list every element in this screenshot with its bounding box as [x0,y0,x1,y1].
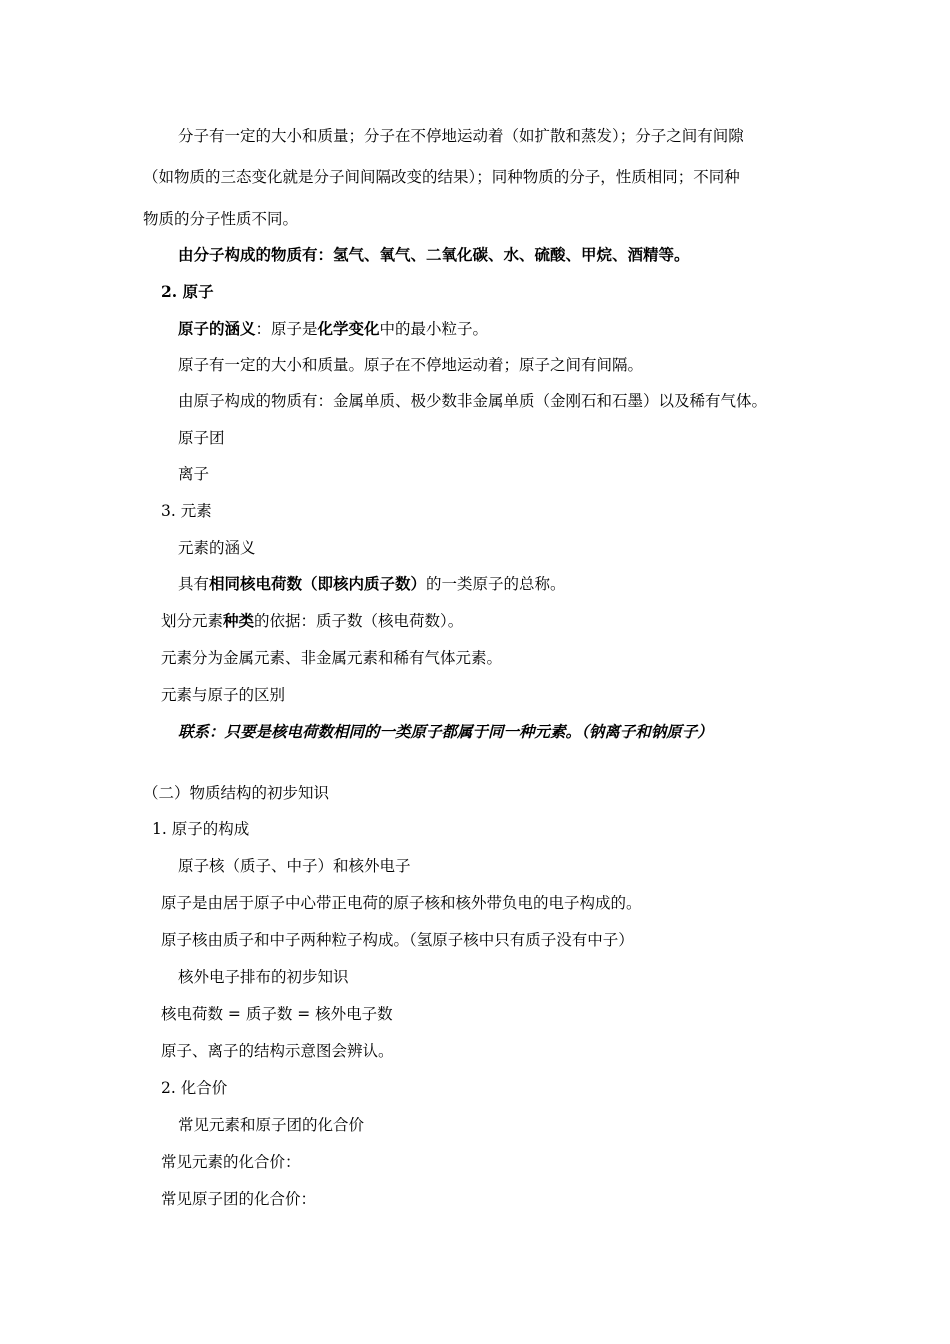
paragraph-line [161,1189,316,1209]
text-run: 原子有一定的大小和质量。原子在不停地运动着；原子之间有间隔。 [178,356,644,374]
text-run: 2. 化合价 [161,1079,228,1097]
paragraph-line [161,1041,394,1061]
section-heading [161,501,212,521]
paragraph-line [178,574,566,594]
paragraph-line [161,930,634,950]
paragraph-line [143,209,298,229]
text-run: 的依据：质子数（核电荷数）。 [254,612,464,630]
paragraph-line [178,538,256,558]
paragraph-line [178,464,209,484]
text-run: （如物质的三态变化就是分子间间隔改变的结果）；同种物质的分子，性质相同；不同种 [143,168,740,186]
paragraph-line [161,685,285,705]
paragraph-line [178,319,488,339]
paragraph-line [161,893,642,913]
paragraph-line [178,126,744,146]
text-run: 由分子构成的物质有：氢气、氧气、二氧化碳、水、硫酸、甲烷、酒精等。 [178,245,690,264]
text-run: 元素与原子的区别 [161,686,286,704]
text-run: 2. 原子 [161,282,214,301]
text-run: 划分元素 [161,612,224,630]
text-run: 核电荷数 = 质子数 = 核外电子数 [161,1005,393,1023]
text-run: ：原子是 [255,320,318,338]
text-run: 常见元素的化合价： [161,1153,301,1171]
text-run: 3. 元素 [161,502,212,520]
text-run: 物质的分子性质不同。 [143,210,299,228]
paragraph-line [178,856,411,876]
text-run: 由原子构成的物质有：金属单质、极少数非金属单质（金刚石和石墨）以及稀有气体。 [178,392,768,410]
section-heading [161,1078,227,1098]
paragraph-line [178,428,225,448]
text-run: 中的最小粒子。 [379,320,489,338]
text-run: 原子、离子的结构示意图会辨认。 [161,1042,394,1060]
section-heading [152,819,249,839]
text-run: 原子核（质子、中子）和核外电子 [178,857,411,875]
text-run: 相同核电荷数（即核内质子数） [209,574,427,593]
text-run: 原子的涵义 [178,319,256,338]
bold-statement [178,245,690,265]
text-run: 常见原子团的化合价： [161,1190,317,1208]
text-run: 种类 [223,611,255,630]
text-run: 联系：只要是核电荷数相同的一类原子都属于同一种元素。（钠离子和钠原子） [178,722,713,741]
text-run: 核外电子排布的初步知识 [178,968,349,986]
paragraph-line [143,167,740,187]
text-run: 原子团 [178,429,225,447]
text-run: 1. 原子的构成 [152,820,250,838]
text-run: 常见元素和原子团的化合价 [178,1116,365,1134]
section-heading [161,282,214,302]
paragraph-line [161,611,463,631]
section-heading [143,783,329,803]
text-run: 元素分为金属元素、非金属元素和稀有气体元素。 [161,649,503,667]
text-run: 的一类原子的总称。 [426,575,566,593]
text-run: 分子有一定的大小和质量；分子在不停地运动着（如扩散和蒸发）；分子之间有间隙 [178,127,744,145]
text-run: 化学变化 [317,319,380,338]
text-run: （二）物质结构的初步知识 [143,784,330,802]
paragraph-line [161,1004,393,1024]
bold-italic-statement [178,722,713,742]
text-run: 原子核由质子和中子两种粒子构成。（氢原子核中只有质子没有中子） [161,931,634,949]
paragraph-line [178,1115,364,1135]
text-run: 元素的涵义 [178,539,256,557]
paragraph-line [178,967,349,987]
text-run: 具有 [178,575,210,593]
paragraph-line [161,1152,301,1172]
paragraph-line [178,355,643,375]
text-run: 原子是由居于原子中心带正电荷的原子核和核外带负电的电子构成的。 [161,894,642,912]
text-run: 离子 [178,465,210,483]
paragraph-line [161,648,502,668]
paragraph-line [178,391,767,411]
